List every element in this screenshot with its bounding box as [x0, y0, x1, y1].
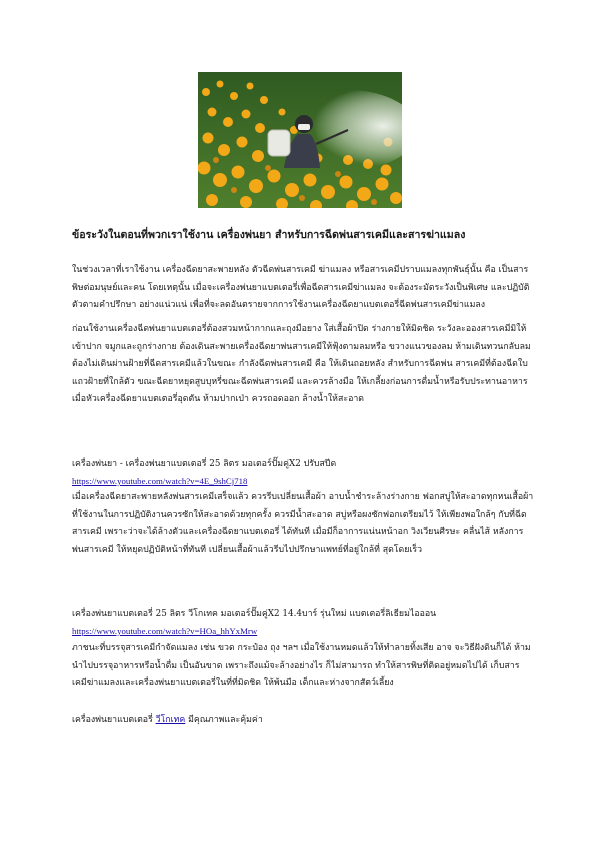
closing-suffix: มีคุณภาพและคุ้มค่า [185, 715, 263, 725]
article-title: ข้อระวังในตอนที่พวกเราใช้งาน เครื่องพ่นยา สำหรับการฉีดพ่นสารเคมีและสารฆ่าแมลง [72, 229, 466, 241]
safety-paragraph: ก่อนใช้งานเครื่องฉีดพ่นยาแบตเตอรี่ต้องสวมหน้ากากและถุงมือยาง ใส่เสื้อผ้าปิด ร่างกายให้มิดชิด ระวังละอองสารเคมีมิให้เข้าปาก จมูกและถูกร่างกาย ต้องเดินสะพายเครื่องฉีดยาพ่นสารเคมีให้ฟุ้งตามลมหรือ ขวางแนวของลม ห้ามเดินทวนกลับลม ต้องไม่เดินผ่านฝ้ายที่ฉีดสารเคมีแล้วในขณะ กำลังฉีดพ่นสารเคมี คือ ให้เดินถอยหลัง สำหรับการฉีดพ่น สารเคมีที่ต้องฉีดใบแถวฝ้ายที่ใกล้ตัว ขณะฉีดยาหยุดสูบบุหรี่ขณะฉีดพ่นสารเคมี และควรล้างมือ ให้เกลี้ยงก่อนการดื่มน้ำหรือรับประทานอาหาร เมื่อหัวเครื่องฉีดยาแบตเตอรี่อุดตัน ห้ามปากเป่า ควรถอดออก ล้างน้ำให้สะอาด [72, 324, 531, 404]
video-2-title: เครื่องพ่นยาแบตเตอรี่ 25 ลิตร วีโกเทค มอเตอร์ปั๊มคู่X2 14.4บาร์ รุ่นใหม่ แบตเตอรี่ลิเธียมไอออน [72, 609, 437, 619]
closing-line [72, 713, 263, 727]
farmer-spraying-image [198, 72, 402, 208]
article-hero-image [198, 72, 402, 208]
video-2-link-row [72, 624, 257, 639]
intro-paragraph: ในช่วงเวลาที่เราใช้งาน เครื่องฉีดยาสะพายหลัง ตัวฉีดพ่นสารเคมี ฆ่าแมลง หรือสารเคมีปราบแมลงทุกพันธุ์นั้น คือ เป็นสารพิษต่อมนุษย์และคน โดยเหตุนั้น เมื่อจะเครื่องพ่นยาแบตเตอรี่เพื่อฉีดสารเคมีฆ่าแมลง จะต้องระมัดระวังเป็นพิเศษ และปฏิบัติตัวตามคำปรึกษา อย่างแน่วแน่ เพื่อที่จะลดอันตรายจากการใช้งานเครื่องฉีดยาแบตเตอรี่ฉีดพ่นสารเคมีฆ่าแมลง [72, 265, 530, 310]
container-disposal-paragraph: ภาชนะที่บรรจุสารเคมีกำจัดแมลง เช่น ขวด กระป๋อง ถุง ฯลฯ เมื่อใช้งานหมดแล้วให้ทำลายทิ้งเสีย อาจ จะวิธีฝังดินก็ได้ ห้ามนำไปบรรจุอาหารหรือน้ำดื่ม เป็นอันขาด เพราะถึงแม้จะล้างอย่างไร ก็ไม่สามารถ ทำให้สารพิษที่ติดอยู่หมดไปได้ เก็บสารเคมีฆ่าแมลงและเครื่องพ่นยาแบตเตอรี่ในที่ที่มิดชิด ให้พ้นมือ เด็กและห่างจากสัตว์เลี้ยง [72, 643, 531, 688]
after-spraying-paragraph: เมื่อเครื่องฉีดยาสะพายหลังพ่นสารเคมีเสร็จแล้ว ควรรีบเปลี่ยนเสื้อผ้า อาบน้ำชำระล้างร่างกาย ฟอกสบู่ให้สะอาดทุกหนเสื้อผ้าที่ใช้งานในการปฏิบัติงานควรซักให้สะอาดด้วยทุกครั้ง ควรมีน้ำสะอาด สบู่หรือผงซักฟอกเตรียมไว้ ให้เพียงพอใกล้ๆ กับที่ฉีดสารเคมี เพราะว่าจะได้ล้างตัวและเครื่องฉีดยาแบตเตอรี่ ได้ทันที เมื่อมีก็อาการแน่นหน้าอก วิงเวียนศีรษะ คลื่นไส้ หลังการพ่นสารเคมี ให้หยุดปฏิบัติหน้าที่ทันที เปลี่ยนเสื้อผ้าแล้วรีบไปปรึกษาแพทย์ที่อยู่ใกล้ที่ สุดโดยเร็ว [72, 492, 534, 555]
video-1-title: เครื่องพ่นยา - เครื่องพ่นยาแบตเตอรี่ 25 ลิตร มอเตอร์ปั๊มคู่X2 ปรับสปีด [72, 459, 337, 469]
video-1-link-row [72, 474, 247, 489]
vigotech-link[interactable]: วีโกเทค [155, 715, 186, 725]
video-1-link[interactable]: https://www.youtube.com/watch?v=4E_9shCj718 [72, 476, 248, 486]
closing-prefix: เครื่องพ่นยาแบตเตอรี่ [72, 715, 156, 725]
video-2-link[interactable]: https://www.youtube.com/watch?v=HOa_hhYxMrw [72, 626, 258, 636]
